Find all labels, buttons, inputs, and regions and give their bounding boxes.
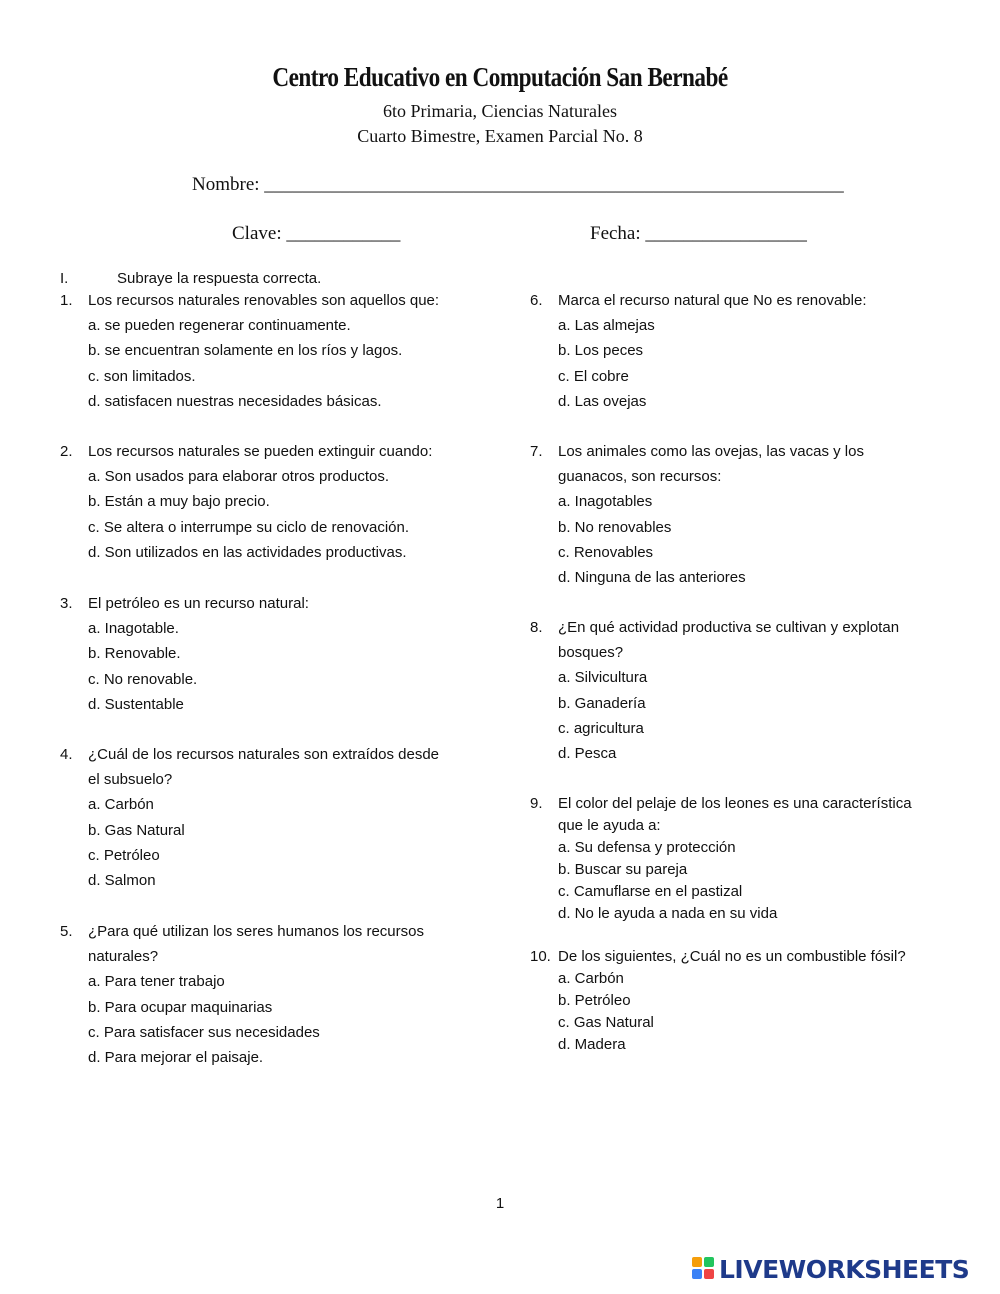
question-8 <box>530 619 960 771</box>
question-number: 6. <box>530 292 543 309</box>
answer-option[interactable]: a. Su defensa y protección <box>558 839 736 856</box>
answer-option[interactable]: a. Inagotable. <box>88 620 179 638</box>
question-3 <box>60 595 490 721</box>
question-text: De los siguientes, ¿Cuál no es un combustible fósil? <box>558 948 906 965</box>
question-number: 1. <box>60 292 73 309</box>
question-number: 8. <box>530 619 543 636</box>
answer-option[interactable]: a. Las almejas <box>558 317 655 335</box>
answer-option[interactable]: d. Para mejorar el paisaje. <box>88 1049 264 1066</box>
fecha-field[interactable]: Fecha: _________________ <box>590 223 807 244</box>
question-text: naturales? <box>88 948 159 966</box>
answer-option[interactable]: c. son limitados. <box>88 367 196 385</box>
question-9 <box>530 795 960 927</box>
question-text: ¿Cuál de los recursos naturales son extraídos desde <box>88 746 440 763</box>
answer-option[interactable]: a. Son usados para elaborar otros productos. <box>88 468 390 486</box>
answer-option[interactable]: d. Sustentable <box>88 695 184 713</box>
question-text: El petróleo es un recurso natural: <box>88 595 309 612</box>
answer-option[interactable]: d. Ninguna de las anteriores <box>558 569 746 586</box>
answer-option[interactable]: d. Salmon <box>88 872 156 889</box>
answer-option[interactable]: a. se pueden regenerar continuamente. <box>88 317 351 335</box>
answer-option[interactable]: c. No renovable. <box>88 670 198 688</box>
question-text: ¿Para qué utilizan los seres humanos los recursos <box>88 923 424 940</box>
question-number: 4. <box>60 746 73 763</box>
answer-option[interactable]: c. Se altera o interrumpe su ciclo de renovación. <box>88 518 409 536</box>
question-text: guanacos, son recursos: <box>558 468 722 486</box>
question-number: 10. <box>530 948 551 965</box>
grade-subject: 6to Primaria, Ciencias Naturales <box>383 101 617 121</box>
answer-option[interactable]: b. Buscar su pareja <box>558 861 688 878</box>
answer-option[interactable]: c. agricultura <box>558 719 644 737</box>
question-number: 5. <box>60 923 73 940</box>
answer-option[interactable]: b. Renovable. <box>88 645 181 663</box>
logo-square <box>704 1257 714 1267</box>
answer-option[interactable]: a. Carbón <box>88 796 154 814</box>
answer-option[interactable]: c. El cobre <box>558 367 629 385</box>
answer-option[interactable]: b. Petróleo <box>558 992 631 1009</box>
question-4 <box>60 746 490 898</box>
question-text: Los recursos naturales se pueden extinguir cuando: <box>88 443 433 460</box>
answer-option[interactable]: d. satisfacen nuestras necesidades básicas. <box>88 392 382 410</box>
answer-option[interactable]: c. Camuflarse en el pastizal <box>558 883 743 900</box>
exam-name: Cuarto Bimestre, Examen Parcial No. 8 <box>357 126 643 146</box>
logo-square <box>692 1257 702 1267</box>
answer-option[interactable]: a. Carbón <box>558 970 624 987</box>
answer-option[interactable]: b. Para ocupar maquinarias <box>88 998 273 1016</box>
question-number: 7. <box>530 443 543 460</box>
question-6 <box>530 292 960 418</box>
question-number: 3. <box>60 595 73 612</box>
question-text: bosques? <box>558 644 624 662</box>
answer-option[interactable]: a. Para tener trabajo <box>88 973 225 991</box>
answer-option[interactable]: c. Petróleo <box>88 846 160 864</box>
section-instruction: Subraye la respuesta correcta. <box>117 270 322 287</box>
question-text: Los animales como las ovejas, las vacas y los <box>558 443 864 460</box>
page-number: 1 <box>495 1195 505 1212</box>
question-text: Marca el recurso natural que No es renovable: <box>558 292 867 309</box>
section-heading <box>60 270 500 290</box>
question-text: el subsuelo? <box>88 771 173 789</box>
question-text: ¿En qué actividad productiva se cultivan y explotan <box>558 619 900 636</box>
question-text: que le ayuda a: <box>558 817 661 834</box>
answer-option[interactable]: b. Ganadería <box>558 694 646 712</box>
answer-option[interactable]: a. Silvicultura <box>558 669 648 687</box>
question-1 <box>60 292 490 418</box>
logo-square <box>692 1269 702 1279</box>
section-numeral: I. <box>60 270 69 287</box>
question-10 <box>530 948 960 1058</box>
liveworksheets-text: LIVEWORKSHEETS <box>719 1254 970 1284</box>
question-7 <box>530 443 960 595</box>
clave-field[interactable]: Clave: ____________ <box>232 223 401 244</box>
logo-square <box>704 1269 714 1279</box>
answer-option[interactable]: c. Gas Natural <box>558 1014 654 1031</box>
answer-option[interactable]: b. se encuentran solamente en los ríos y lagos. <box>88 342 403 360</box>
answer-option[interactable]: d. Madera <box>558 1036 626 1053</box>
answer-option[interactable]: b. No renovables <box>558 518 672 536</box>
question-number: 2. <box>60 443 73 460</box>
liveworksheets-logo <box>692 1254 969 1284</box>
question-text: Los recursos naturales renovables son aquellos que: <box>88 292 440 309</box>
answer-option[interactable]: d. No le ayuda a nada en su vida <box>558 905 778 922</box>
question-2 <box>60 443 490 569</box>
answer-option[interactable]: c. Para satisfacer sus necesidades <box>88 1023 320 1041</box>
question-5 <box>60 923 490 1075</box>
question-text: El color del pelaje de los leones es una característica <box>558 795 912 812</box>
liveworksheets-icon <box>692 1257 716 1281</box>
answer-option[interactable]: a. Inagotables <box>558 493 653 511</box>
answer-option[interactable]: b. Los peces <box>558 342 644 360</box>
answer-option[interactable]: c. Renovables <box>558 543 654 561</box>
answer-option[interactable]: d. Son utilizados en las actividades productivas. <box>88 543 407 561</box>
question-number: 9. <box>530 795 543 812</box>
page-title: Centro Educativo en Computación San Bernabé <box>272 62 728 92</box>
answer-option[interactable]: b. Están a muy bajo precio. <box>88 493 270 511</box>
nombre-field[interactable]: Nombre: _____________________________________________________________ <box>192 174 844 195</box>
answer-option[interactable]: d. Las ovejas <box>558 392 647 410</box>
answer-option[interactable]: d. Pesca <box>558 745 617 762</box>
answer-option[interactable]: b. Gas Natural <box>88 821 185 839</box>
